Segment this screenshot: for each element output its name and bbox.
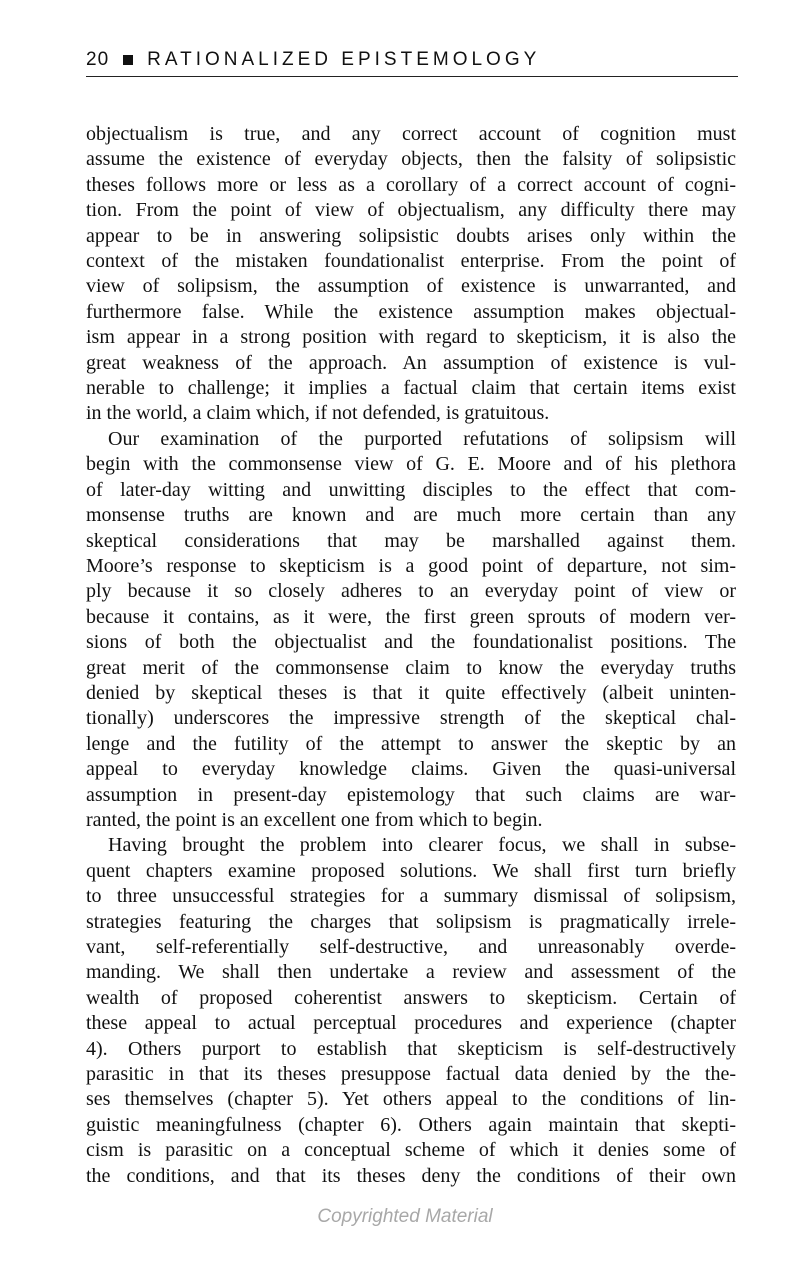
- text-line: tionally) underscores the impressive strength of the skeptical chal-: [86, 707, 736, 730]
- text-line: assumption in present-day epistemology that such claims are war-: [86, 783, 736, 806]
- text-line: Moore’s response to skepticism is a good point of departure, not sim-: [86, 554, 736, 577]
- text-line: ranted, the point is an excellent one from which to begin.: [86, 808, 543, 831]
- text-line: Our examination of the purported refutations of solipsism will: [108, 427, 736, 450]
- page-number: 20: [86, 49, 110, 70]
- text-line: guistic meaningfulness (chapter 6). Others again maintain that skepti-: [86, 1113, 736, 1136]
- text-line: great weakness of the approach. An assumption of existence is vul-: [86, 351, 736, 374]
- text-line: parasitic in that its theses presuppose factual data denied by the the-: [86, 1063, 736, 1086]
- text-line: Having brought the problem into clearer focus, we shall in subse-: [108, 834, 736, 857]
- text-line: ses themselves (chapter 5). Yet others appeal to the conditions of lin-: [86, 1088, 736, 1111]
- text-line: cism is parasitic on a conceptual scheme of which it denies some of: [86, 1139, 736, 1162]
- paragraph-3: [86, 833, 736, 1189]
- text-line: appeal to everyday knowledge claims. Given the quasi-universal: [86, 758, 736, 781]
- text-line: theses follows more or less as a corollary of a correct account of cogni-: [86, 173, 736, 196]
- text-line: begin with the commonsense view of G. E. Moore and of his plethora: [86, 453, 736, 476]
- text-line: view of solipsism, the assumption of existence is unwarranted, and: [86, 275, 736, 298]
- header-rule: [86, 76, 738, 77]
- text-line: objectualism is true, and any correct account of cognition must: [86, 123, 736, 145]
- text-line: of later-day witting and unwitting disciples to the effect that com-: [86, 478, 736, 501]
- text-line: 4). Others purport to establish that skepticism is self-destructively: [86, 1037, 736, 1060]
- text-line: because it contains, as it were, the first green sprouts of modern ver-: [86, 605, 736, 628]
- text-line: appear to be in answering solipsistic doubts arises only within the: [86, 224, 736, 247]
- text-line: nerable to challenge; it implies a factual claim that certain items exist: [86, 377, 736, 400]
- text-line: ism appear in a strong position with regard to skepticism, it is also the: [86, 326, 736, 349]
- text-line: manding. We shall then undertake a review and assessment of the: [86, 961, 736, 984]
- text-line: tion. From the point of view of objectualism, any difficulty there may: [86, 199, 736, 222]
- text-line: ply because it so closely adheres to an everyday point of view or: [86, 580, 736, 603]
- paragraph-2: [86, 427, 736, 834]
- text-line: these appeal to actual perceptual procedures and experience (chapter: [86, 1012, 736, 1035]
- text-line: monsense truths are known and are much more certain than any: [86, 504, 736, 527]
- running-title: RATIONALIZED EPISTEMOLOGY: [147, 49, 541, 70]
- text-line: strategies featuring the charges that solipsism is pragmatically irrele-: [86, 910, 736, 933]
- running-head: [86, 44, 736, 76]
- text-line: skeptical considerations that may be marshalled against them.: [86, 529, 736, 552]
- text-line: great merit of the commonsense claim to know the everyday truths: [86, 656, 736, 679]
- text-line: denied by skeptical theses is that it quite effectively (albeit uninten-: [86, 681, 736, 704]
- copyright-watermark: Copyrighted Material: [317, 1206, 493, 1227]
- text-line: context of the mistaken foundationalist enterprise. From the point of: [86, 250, 736, 273]
- text-line: sions of both the objectualist and the foundationalist positions. The: [86, 631, 736, 654]
- black-square-icon: [123, 55, 133, 65]
- text-line: assume the existence of everyday objects, then the falsity of solipsistic: [86, 148, 736, 171]
- text-line: the conditions, and that its theses deny the conditions of their own: [86, 1164, 736, 1187]
- text-line: in the world, a claim which, if not defended, is gratuitous.: [86, 402, 550, 425]
- text-line: wealth of proposed coherentist answers to skepticism. Certain of: [86, 986, 736, 1009]
- paragraph-1: [86, 122, 736, 427]
- text-line: vant, self-referentially self-destructive, and unreasonably overde-: [86, 936, 736, 958]
- text-line: furthermore false. While the existence assumption makes objectual-: [86, 300, 736, 323]
- text-line: to three unsuccessful strategies for a summary dismissal of solipsism,: [86, 885, 736, 908]
- text-line: lenge and the futility of the attempt to answer the skeptic by an: [86, 732, 736, 755]
- body-text: [86, 122, 736, 1189]
- text-line: quent chapters examine proposed solutions. We shall first turn briefly: [86, 859, 736, 882]
